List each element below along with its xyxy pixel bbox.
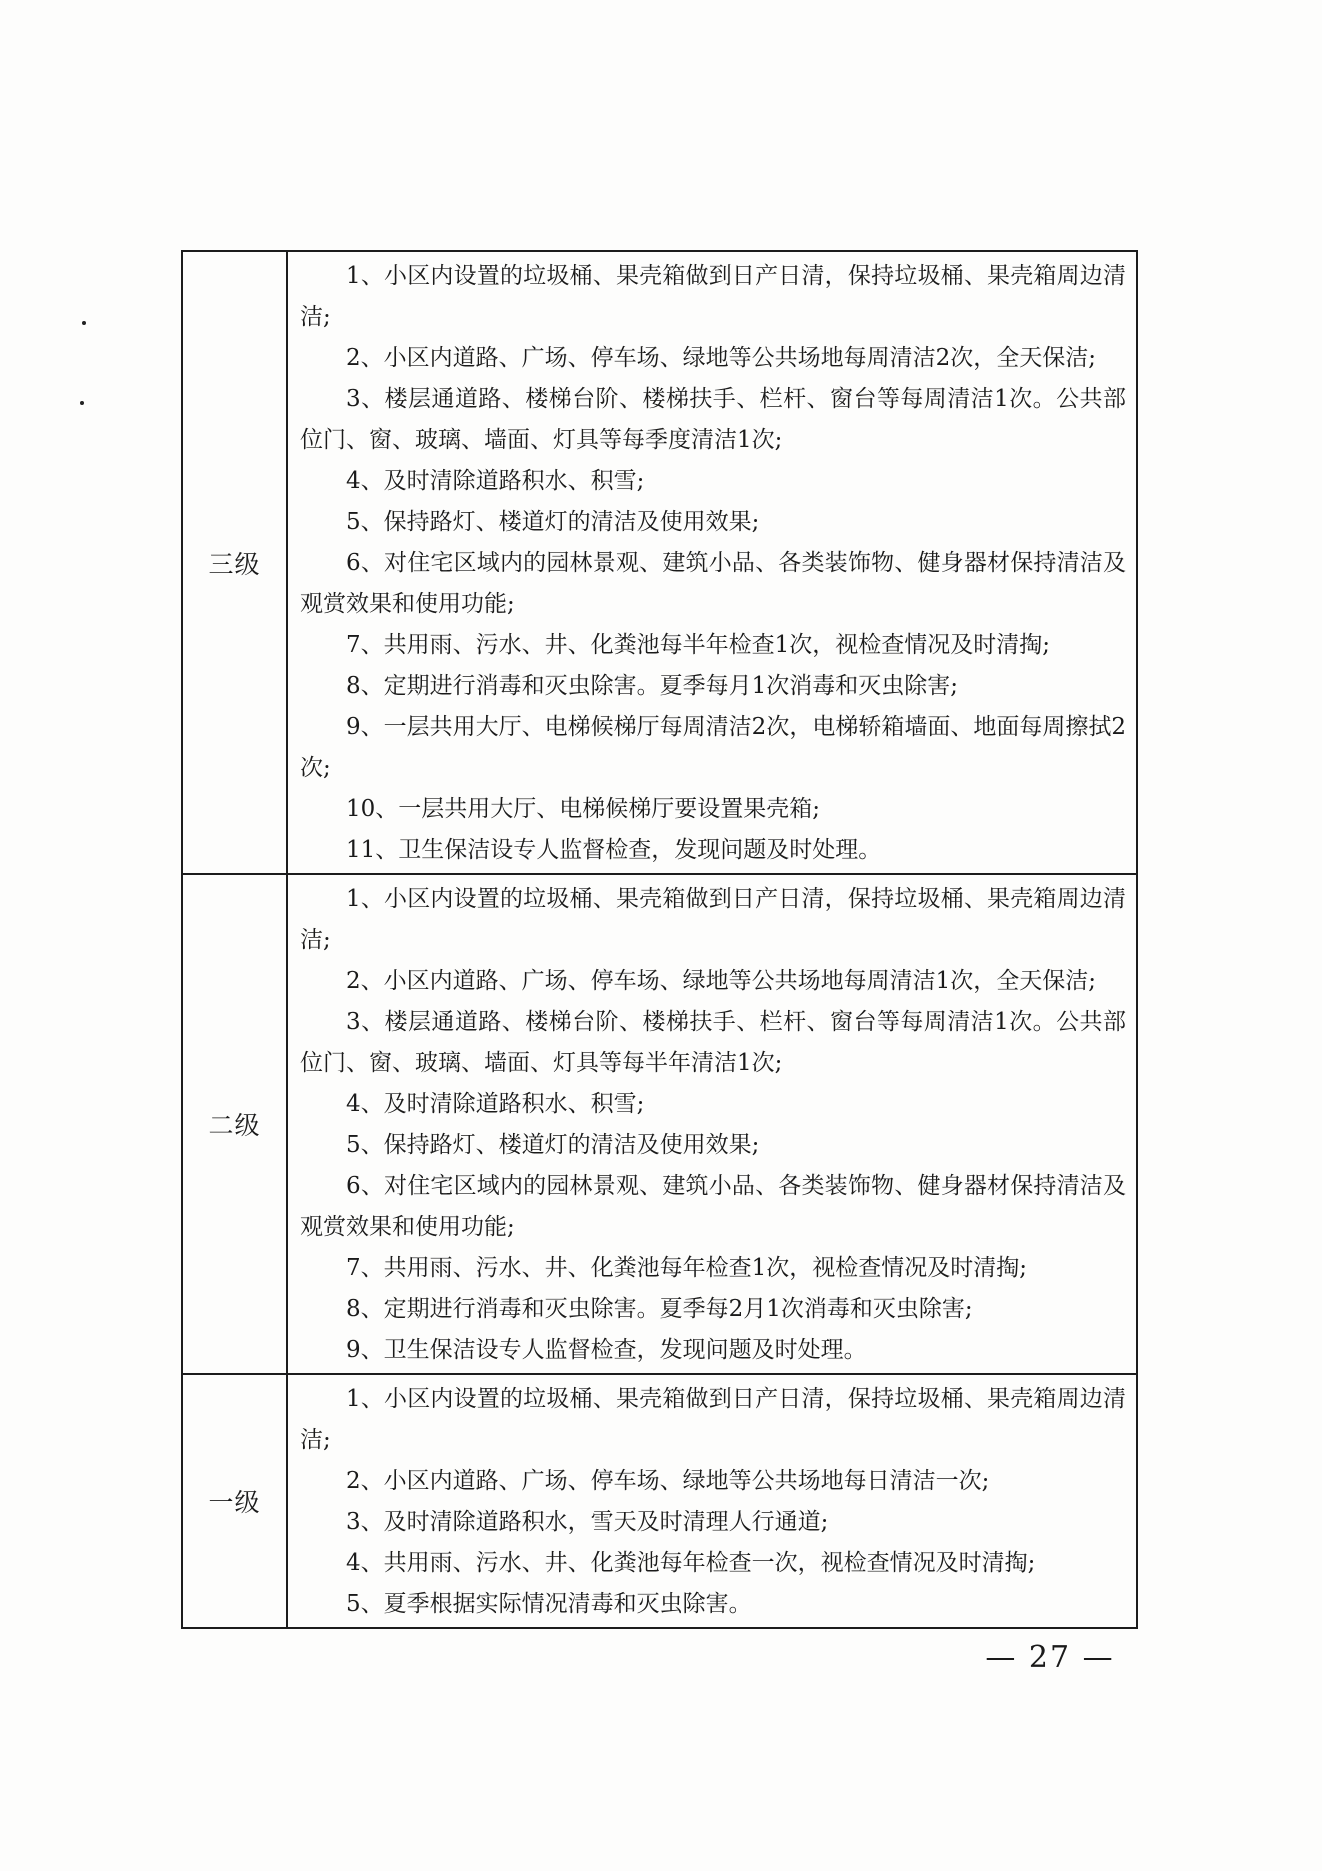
level-label: 一级: [182, 1374, 287, 1628]
level-requirements: [287, 1374, 1137, 1628]
level-row: [182, 1374, 1137, 1628]
requirement-item: 2、小区内道路、广场、停车场、绿地等公共场地每日清洁一次;: [346, 1468, 990, 1494]
requirement-item: 10、一层共用大厅、电梯候梯厅要设置果壳箱;: [346, 796, 821, 822]
requirement-item: 6、对住宅区域内的园林景观、建筑小品、各类装饰物、健身器材保持清洁及观赏效果和使用功能;: [300, 550, 1126, 617]
requirement-item: 4、及时清除道路积水、积雪;: [346, 1091, 645, 1117]
requirement-item: 3、楼层通道路、楼梯台阶、楼梯扶手、栏杆、窗台等每周清洁1次。公共部位门、窗、玻璃、墙面、灯具等每半年清洁1次;: [300, 1009, 1126, 1076]
requirement-item: 4、共用雨、污水、井、化粪池每年检查一次，视检查情况及时清掏;: [346, 1550, 1036, 1576]
requirement-item: 9、一层共用大厅、电梯候梯厅每周清洁2次，电梯轿箱墙面、地面每周擦拭2次;: [300, 714, 1126, 781]
requirement-item: 9、卫生保洁设专人监督检查，发现问题及时处理。: [346, 1337, 867, 1363]
level-label: 二级: [182, 874, 287, 1374]
requirement-item: 5、保持路灯、楼道灯的清洁及使用效果;: [346, 509, 760, 535]
requirement-item: 8、定期进行消毒和灭虫除害。夏季每月1次消毒和灭虫除害;: [346, 673, 959, 699]
requirement-item: 3、及时清除道路积水，雪天及时清理人行通道;: [346, 1509, 829, 1535]
requirement-item: 3、楼层通道路、楼梯台阶、楼梯扶手、栏杆、窗台等每周清洁1次。公共部位门、窗、玻璃、墙面、灯具等每季度清洁1次;: [300, 386, 1126, 453]
requirement-item: 6、对住宅区域内的园林景观、建筑小品、各类装饰物、健身器材保持清洁及观赏效果和使用功能;: [300, 1173, 1126, 1240]
level-label: 三级: [182, 251, 287, 874]
requirement-item: 5、保持路灯、楼道灯的清洁及使用效果;: [346, 1132, 760, 1158]
requirement-item: 8、定期进行消毒和灭虫除害。夏季每2月1次消毒和灭虫除害;: [346, 1296, 973, 1322]
level-requirements: [287, 874, 1137, 1374]
level-requirements: [287, 251, 1137, 874]
requirement-item: 5、夏季根据实际情况清毒和灭虫除害。: [346, 1591, 752, 1617]
requirement-item: 2、小区内道路、广场、停车场、绿地等公共场地每周清洁2次，全天保洁;: [346, 345, 1097, 371]
cleaning-standards-table: [181, 250, 1138, 1629]
requirement-item: 1、小区内设置的垃圾桶、果壳箱做到日产日清，保持垃圾桶、果壳箱周边清洁;: [300, 263, 1126, 330]
requirement-item: 2、小区内道路、广场、停车场、绿地等公共场地每周清洁1次，全天保洁;: [346, 968, 1097, 994]
requirement-item: 7、共用雨、污水、井、化粪池每半年检查1次，视检查情况及时清掏;: [346, 632, 1051, 658]
requirement-item: 1、小区内设置的垃圾桶、果壳箱做到日产日清，保持垃圾桶、果壳箱周边清洁;: [300, 1386, 1126, 1453]
scan-mark-dot: [80, 401, 84, 405]
level-row: [182, 874, 1137, 1374]
level-row: [182, 251, 1137, 874]
scan-mark-dot: [82, 321, 86, 325]
requirement-item: 7、共用雨、污水、井、化粪池每年检查1次，视检查情况及时清掏;: [346, 1255, 1028, 1281]
requirement-item: 11、卫生保洁设专人监督检查，发现问题及时处理。: [346, 837, 882, 863]
requirement-item: 4、及时清除道路积水、积雪;: [346, 468, 645, 494]
page-number: — 27 —: [985, 1640, 1115, 1675]
requirement-item: 1、小区内设置的垃圾桶、果壳箱做到日产日清，保持垃圾桶、果壳箱周边清洁;: [300, 886, 1126, 953]
